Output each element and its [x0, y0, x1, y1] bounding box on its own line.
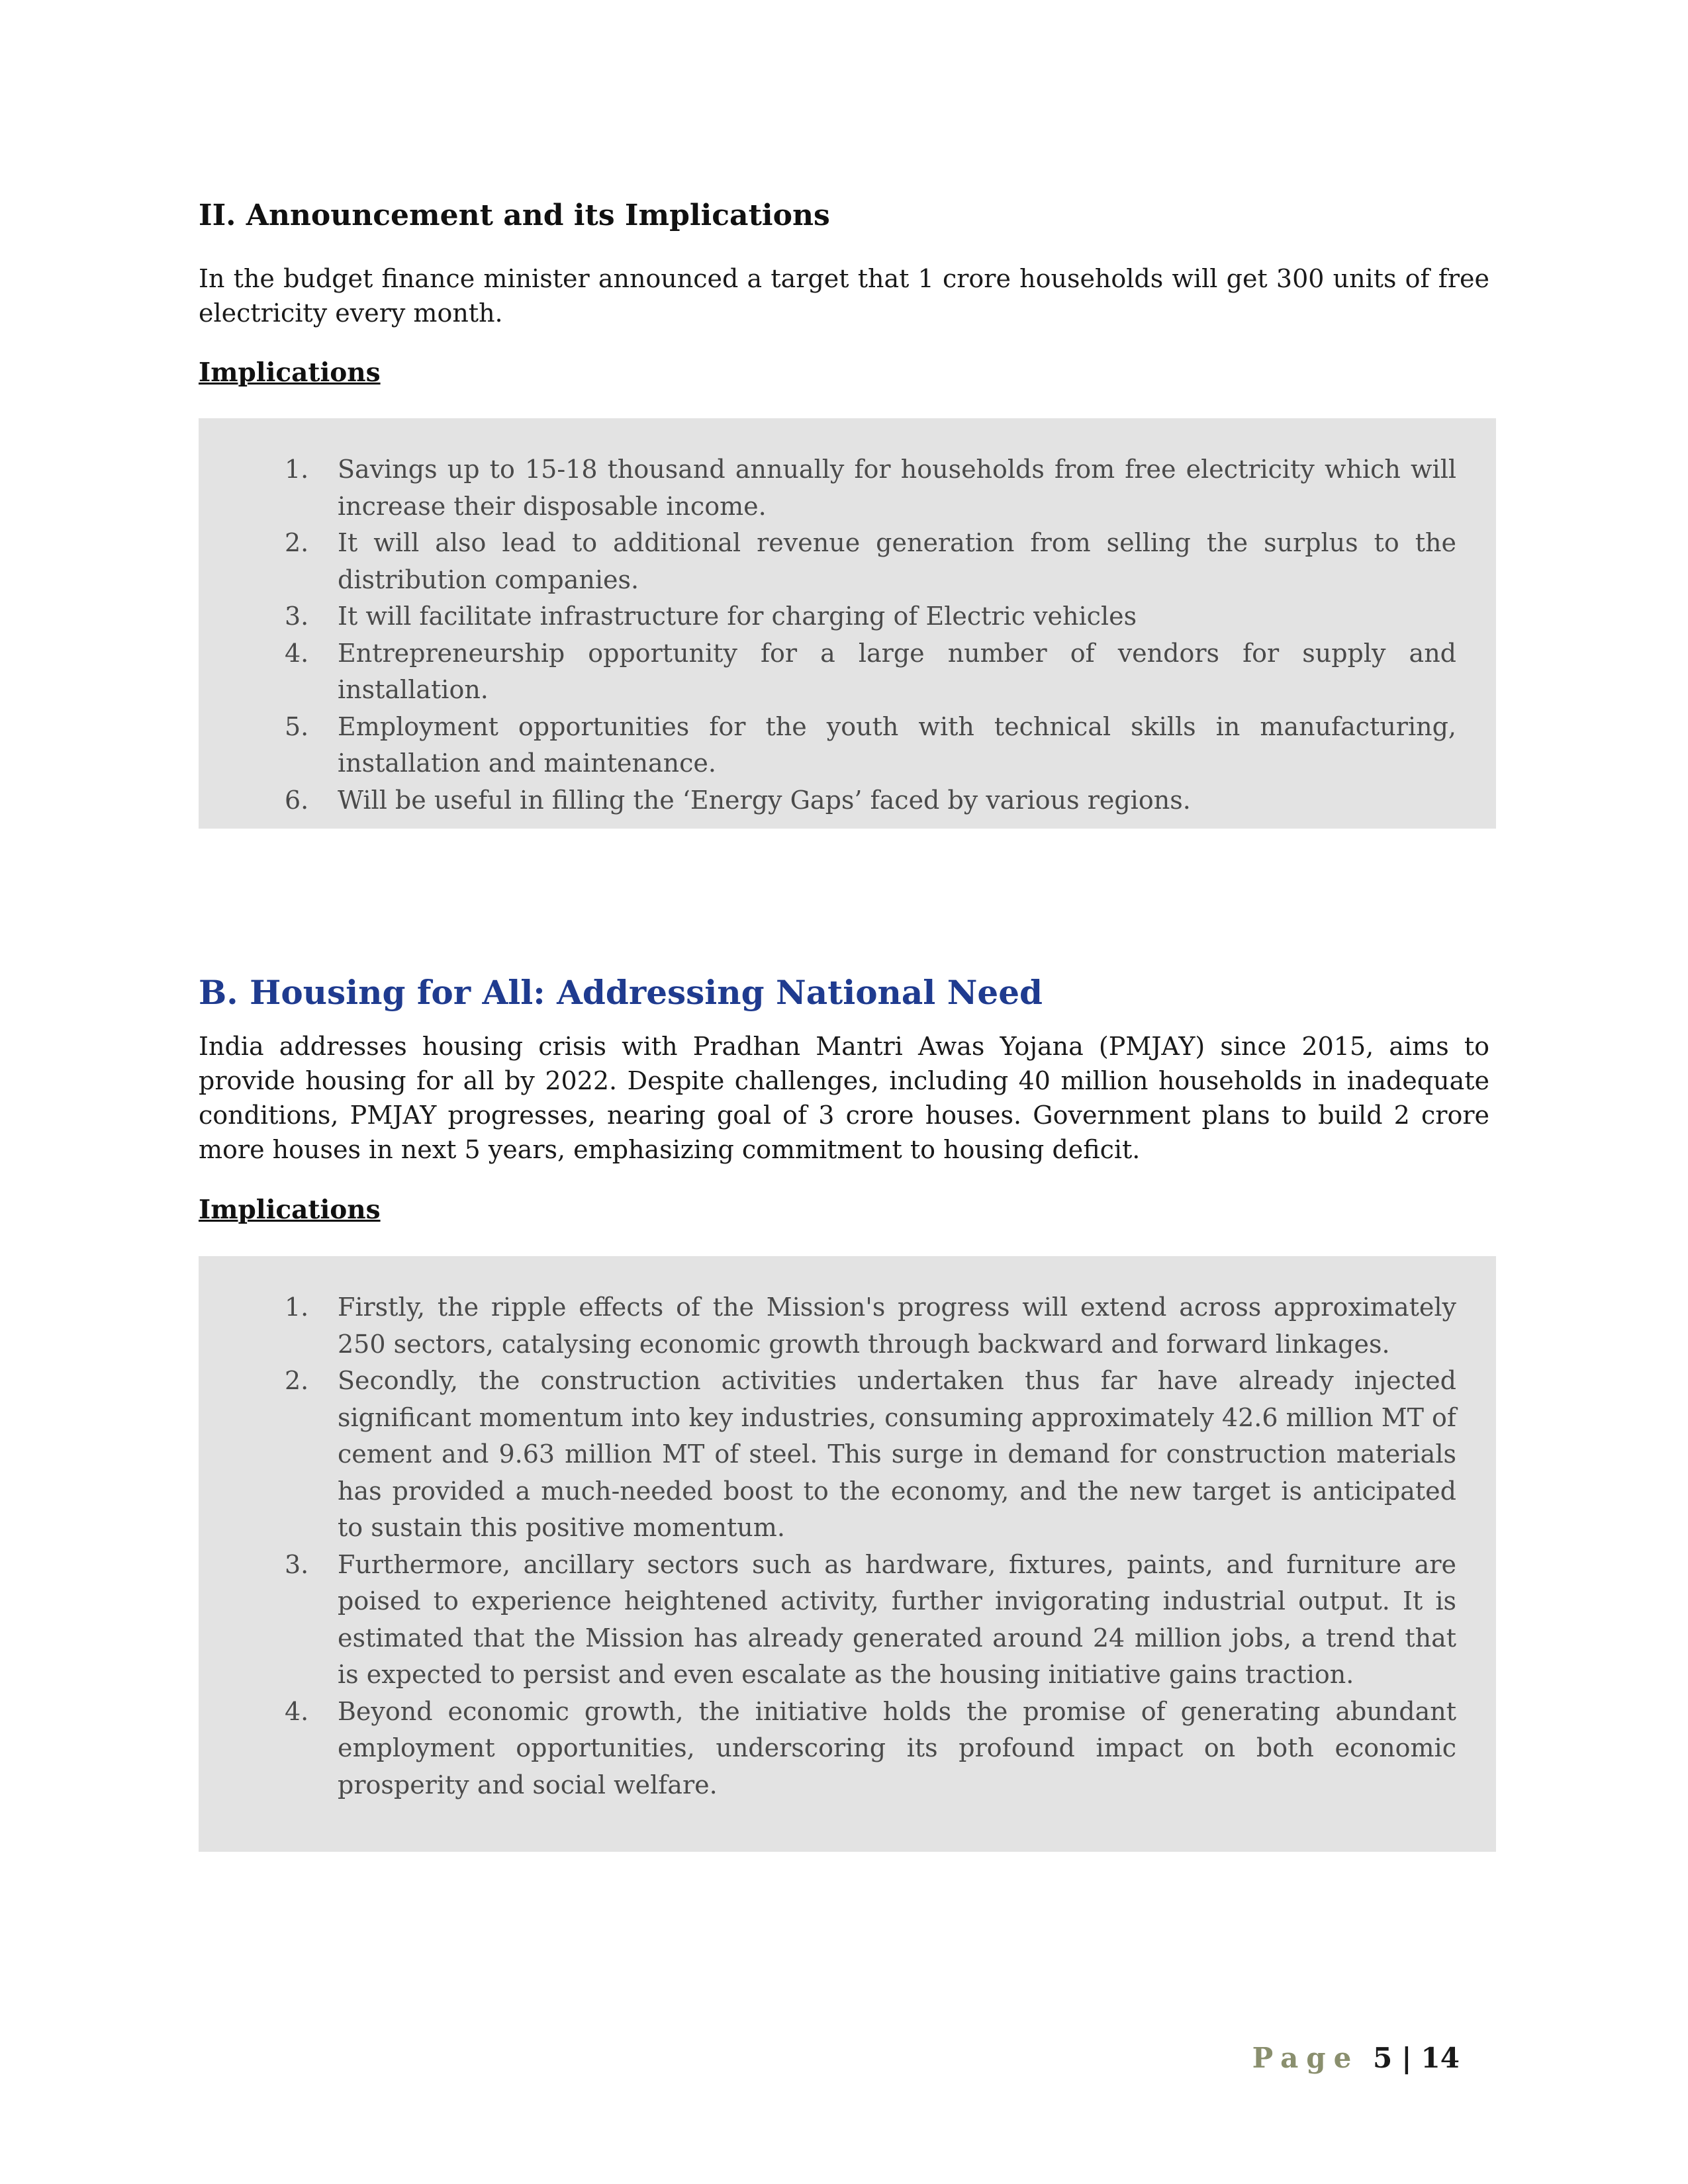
list-item-text: Savings up to 15-18 thousand annually for households from free electricity which will increase their disposable income.: [338, 455, 1456, 521]
page-number: 5: [1373, 2042, 1393, 2074]
page-footer: [1252, 2042, 1460, 2074]
implications-label-announcement: Implications: [199, 357, 381, 388]
list-item: [199, 1694, 1496, 1804]
list-item: [199, 635, 1496, 709]
list-item: [199, 1547, 1496, 1694]
list-item-text: Will be useful in filling the ‘Energy Gaps’ faced by various regions.: [338, 785, 1191, 815]
implications-box-housing: [199, 1256, 1496, 1852]
list-item: [199, 451, 1496, 525]
section-body-housing: India addresses housing crisis with Pradhan Mantri Awas Yojana (PMJAY) since 2015, aims to provide housing for all by 2022. Despite challenges, including 40 million households in inadequate conditions, PMJAY progresses, nearing goal of 3 crore houses. Government plans to build 2 crore more houses in next 5 years, emphasizing commitment to housing deficit.: [199, 1032, 1489, 1164]
section-heading-announcement: II. Announcement and its Implications: [199, 199, 830, 232]
list-item: [199, 1289, 1496, 1363]
list-item: [199, 709, 1496, 782]
list-item-text: It will also lead to additional revenue generation from selling the surplus to the distribution companies.: [338, 528, 1456, 594]
list-item-text: Firstly, the ripple effects of the Mission's progress will extend across approximately 250 sectors, catalysing economic growth through backward and forward linkages.: [338, 1293, 1456, 1359]
implications-list-announcement: [199, 451, 1496, 819]
section-body-announcement: In the budget finance minister announced a target that 1 crore households will get 300 units of free electricity every month.: [199, 264, 1489, 328]
list-item-number: 6.: [285, 785, 309, 815]
list-item-text: Furthermore, ancillary sectors such as hardware, fixtures, paints, and furniture are poised to experience heightened activity, further invigorating industrial output. It is estimated that the Mission has already generated around 24 million jobs, a trend that is expected to persist and even escalate as the housing initiative gains traction.: [338, 1549, 1456, 1689]
implications-list-housing: [199, 1289, 1496, 1803]
list-item-text: Secondly, the construction activities undertaken thus far have already injected significant momentum into key industries, consuming approximately 42.6 million MT of cement and 9.63 million MT of steel. This surge in demand for construction materials has provided a much-needed boost to the economy, and the new target is anticipated to sustain this positive momentum.: [338, 1366, 1456, 1542]
list-item: [199, 1363, 1496, 1547]
list-item: [199, 525, 1496, 598]
section-heading-housing: B. Housing for All: Addressing National Need: [199, 973, 1043, 1012]
list-item: [199, 598, 1496, 635]
list-item-number: 4.: [285, 638, 309, 668]
list-item-number: 4.: [285, 1696, 309, 1726]
list-item: [199, 782, 1496, 819]
page-label: Page: [1252, 2042, 1360, 2074]
list-item-number: 3.: [285, 602, 309, 631]
list-item-number: 1.: [285, 455, 309, 484]
list-item-number: 2.: [285, 528, 309, 557]
total-pages: 14: [1421, 2042, 1460, 2074]
list-item-number: 5.: [285, 711, 309, 741]
list-item-number: 3.: [285, 1549, 309, 1579]
implications-label-housing: Implications: [199, 1195, 381, 1225]
list-item-text: It will facilitate infrastructure for charging of Electric vehicles: [338, 602, 1137, 631]
implications-box-announcement: [199, 418, 1496, 829]
list-item-text: Beyond economic growth, the initiative holds the promise of generating abundant employment opportunities, underscoring its profound impact on both economic prosperity and social welfare.: [338, 1696, 1456, 1799]
list-item-text: Entrepreneurship opportunity for a large number of vendors for supply and installation.: [338, 638, 1456, 704]
list-item-number: 1.: [285, 1293, 309, 1322]
page-separator: |: [1401, 2042, 1412, 2074]
list-item-number: 2.: [285, 1366, 309, 1395]
list-item-text: Employment opportunities for the youth with technical skills in manufacturing, installation and maintenance.: [338, 711, 1456, 778]
